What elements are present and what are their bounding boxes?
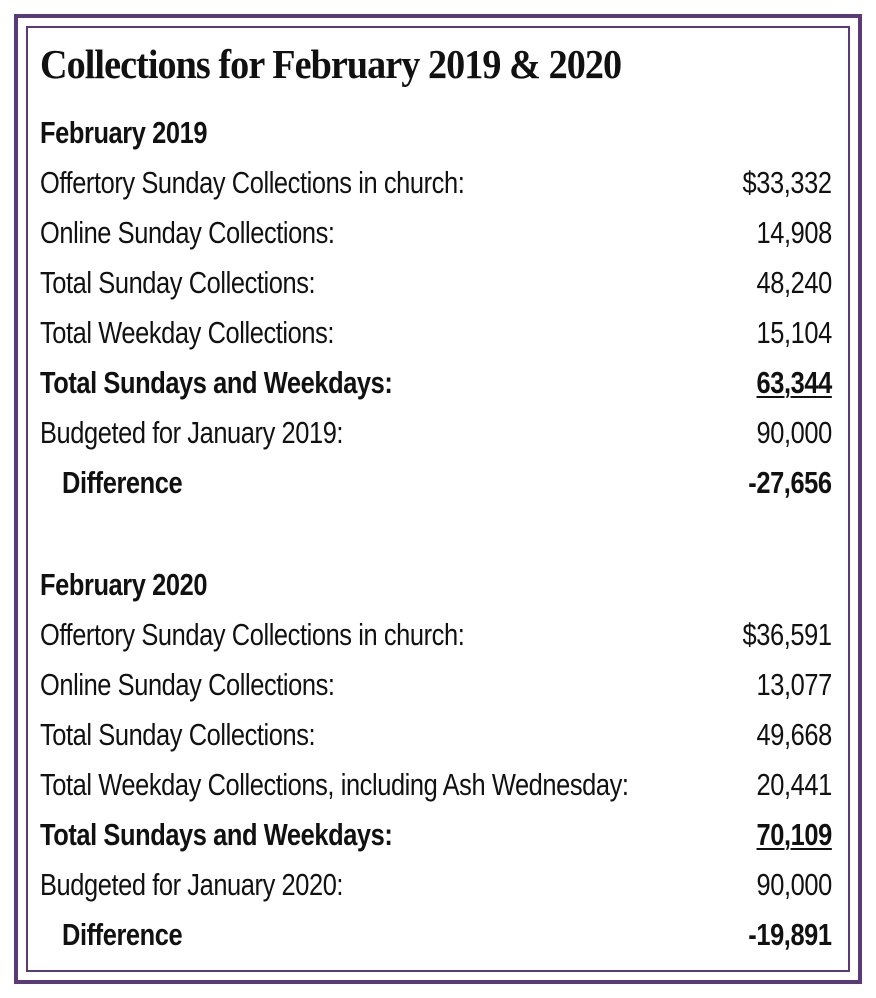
- row-label: Budgeted for January 2019:: [40, 415, 344, 450]
- row-value: 14,908: [756, 215, 832, 250]
- row-online-sunday: [40, 660, 832, 710]
- row-label: Total Sunday Collections:: [40, 717, 316, 752]
- row-value: 48,240: [756, 265, 832, 300]
- row-budgeted: [40, 860, 832, 910]
- report-title: Collections for February 2019 & 2020: [40, 41, 622, 87]
- row-value: 20,441: [756, 767, 832, 802]
- row-label: Online Sunday Collections:: [40, 667, 335, 702]
- row-value: $36,591: [742, 617, 832, 652]
- row-difference: [40, 910, 832, 960]
- row-label: Offertory Sunday Collections in church:: [40, 617, 465, 652]
- row-difference: [40, 458, 832, 508]
- row-total-sundays-weekdays: [40, 810, 832, 860]
- row-value: 15,104: [756, 315, 832, 350]
- row-label: Offertory Sunday Collections in church:: [40, 165, 465, 200]
- row-label: Total Sundays and Weekdays:: [40, 365, 393, 400]
- row-value: $33,332: [742, 165, 832, 200]
- row-label: Online Sunday Collections:: [40, 215, 335, 250]
- row-value: 63,344: [756, 365, 832, 400]
- row-budgeted: [40, 408, 832, 458]
- row-total-sundays-weekdays: [40, 358, 832, 408]
- row-value: -27,656: [748, 465, 832, 500]
- row-value: 90,000: [756, 415, 832, 450]
- row-value: 49,668: [756, 717, 832, 752]
- row-total-sunday: [40, 258, 832, 308]
- row-label: Total Sunday Collections:: [40, 265, 316, 300]
- row-label: Difference: [62, 465, 183, 500]
- row-value: 90,000: [756, 867, 832, 902]
- row-value: -19,891: [748, 917, 832, 952]
- row-value: 70,109: [756, 817, 832, 852]
- row-online-sunday: [40, 208, 832, 258]
- row-value: 13,077: [756, 667, 832, 702]
- section-february-2019: [40, 108, 832, 508]
- row-label: Difference: [62, 917, 183, 952]
- row-offertory-sunday: [40, 610, 832, 660]
- section-spacer: [40, 508, 832, 560]
- row-label: Total Weekday Collections:: [40, 315, 335, 350]
- section-february-2020: [40, 560, 832, 960]
- section-heading: February 2019: [40, 115, 208, 150]
- row-label: Total Weekday Collections, including Ash Wednesday:: [40, 767, 629, 802]
- section-heading: February 2020: [40, 567, 208, 602]
- row-offertory-sunday: [40, 158, 832, 208]
- row-total-weekday: [40, 308, 832, 358]
- row-total-sunday: [40, 710, 832, 760]
- row-label: Total Sundays and Weekdays:: [40, 817, 393, 852]
- row-total-weekday: [40, 760, 832, 810]
- collections-report: [40, 36, 832, 960]
- row-label: Budgeted for January 2020:: [40, 867, 344, 902]
